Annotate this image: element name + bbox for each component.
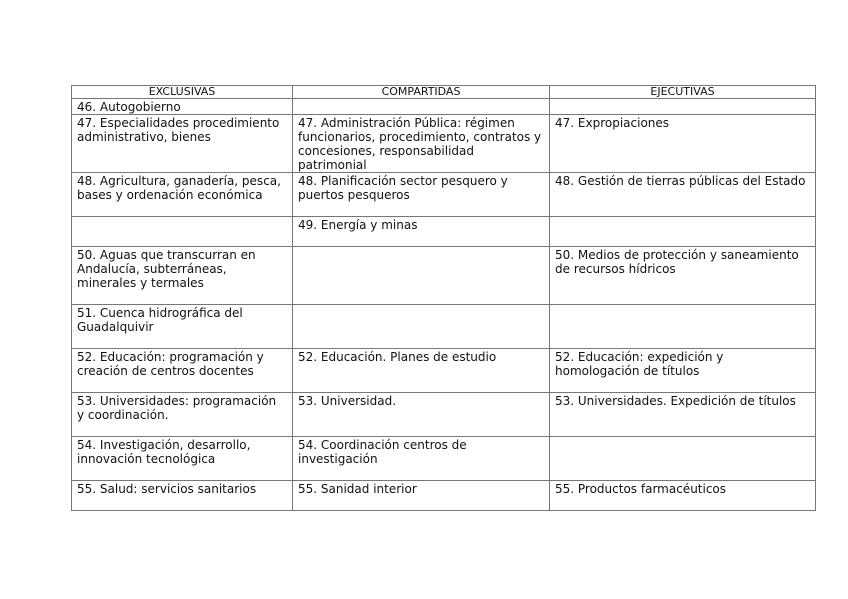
table-row bbox=[72, 349, 816, 393]
cell-ejecutivas bbox=[550, 217, 816, 247]
cell-ejecutivas: 52. Educación: expedición y homologación de títulos bbox=[550, 349, 816, 393]
table-row bbox=[72, 247, 816, 305]
cell-exclusivas bbox=[72, 217, 293, 247]
cell-ejecutivas: 48. Gestión de tierras públicas del Estado bbox=[550, 173, 816, 217]
header-compartidas: COMPARTIDAS bbox=[293, 86, 550, 99]
cell-compartidas: 49. Energía y minas bbox=[293, 217, 550, 247]
cell-ejecutivas bbox=[550, 99, 816, 115]
cell-exclusivas: 55. Salud: servicios sanitarios bbox=[72, 481, 293, 511]
cell-exclusivas: 52. Educación: programación y creación de centros docentes bbox=[72, 349, 293, 393]
header-exclusivas: EXCLUSIVAS bbox=[72, 86, 293, 99]
cell-exclusivas: 53. Universidades: programación y coordinación. bbox=[72, 393, 293, 437]
table-header-row bbox=[72, 86, 816, 99]
cell-exclusivas: 46. Autogobierno bbox=[72, 99, 293, 115]
table-row bbox=[72, 173, 816, 217]
cell-exclusivas: 51. Cuenca hidrográfica del Guadalquivir bbox=[72, 305, 293, 349]
cell-compartidas bbox=[293, 305, 550, 349]
competencias-table bbox=[71, 85, 816, 511]
cell-compartidas: 54. Coordinación centros de investigación bbox=[293, 437, 550, 481]
cell-exclusivas: 47. Especialidades procedimiento administrativo, bienes bbox=[72, 115, 293, 173]
cell-ejecutivas bbox=[550, 305, 816, 349]
cell-compartidas bbox=[293, 247, 550, 305]
cell-ejecutivas: 55. Productos farmacéuticos bbox=[550, 481, 816, 511]
cell-exclusivas: 48. Agricultura, ganadería, pesca, bases y ordenación económica bbox=[72, 173, 293, 217]
cell-exclusivas: 54. Investigación, desarrollo, innovación tecnológica bbox=[72, 437, 293, 481]
cell-ejecutivas: 47. Expropiaciones bbox=[550, 115, 816, 173]
table-row bbox=[72, 115, 816, 173]
cell-ejecutivas: 53. Universidades. Expedición de títulos bbox=[550, 393, 816, 437]
table-row bbox=[72, 217, 816, 247]
cell-ejecutivas: 50. Medios de protección y saneamiento de recursos hídricos bbox=[550, 247, 816, 305]
cell-exclusivas: 50. Aguas que transcurran en Andalucía, subterráneas, minerales y termales bbox=[72, 247, 293, 305]
table-row bbox=[72, 305, 816, 349]
cell-compartidas: 55. Sanidad interior bbox=[293, 481, 550, 511]
table-row bbox=[72, 393, 816, 437]
cell-compartidas: 53. Universidad. bbox=[293, 393, 550, 437]
header-ejecutivas: EJECUTIVAS bbox=[550, 86, 816, 99]
table-row bbox=[72, 481, 816, 511]
cell-compartidas bbox=[293, 99, 550, 115]
table-row bbox=[72, 99, 816, 115]
table-row bbox=[72, 437, 816, 481]
cell-compartidas: 48. Planificación sector pesquero y puertos pesqueros bbox=[293, 173, 550, 217]
cell-ejecutivas bbox=[550, 437, 816, 481]
cell-compartidas: 52. Educación. Planes de estudio bbox=[293, 349, 550, 393]
cell-compartidas: 47. Administración Pública: régimen funcionarios, procedimiento, contratos y concesiones, responsabilidad patrimonial bbox=[293, 115, 550, 173]
